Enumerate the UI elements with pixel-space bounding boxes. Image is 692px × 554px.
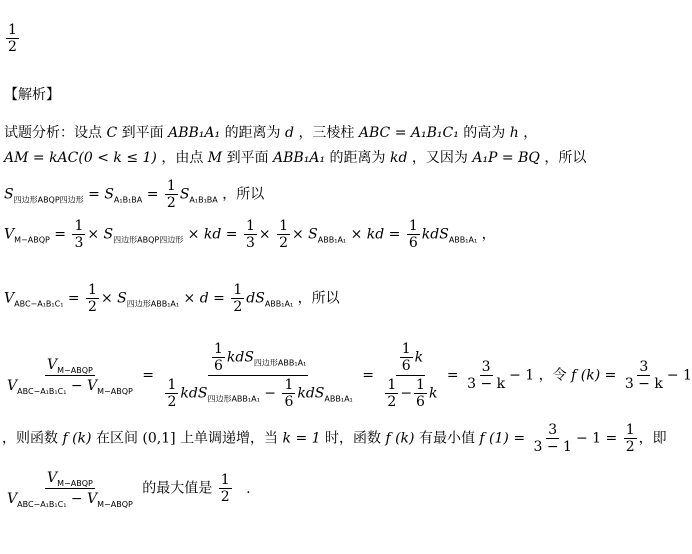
ratio-middle-fraction [161,340,354,411]
frac-num: 1 [416,377,425,393]
math-fraction [532,422,574,455]
math-var: V [47,470,58,486]
math-sub: ABC−A₁B₁C₁ [17,386,67,396]
text-span: ， [523,125,538,141]
analysis-label: 试题分析： [4,125,74,141]
frac-num [396,340,425,376]
math-sub: M−ABQP [14,235,50,245]
math-expr: dS [246,290,265,307]
frac-num: 1 [74,218,84,234]
math-fraction [231,282,244,315]
frac-den: 2 [88,299,97,315]
math-expr: × S [100,290,127,307]
frac-num: 1 [245,218,255,234]
analysis-header: 【解析】 [4,87,60,103]
text-span: 的高为 [463,125,506,141]
frac-den: 2 [387,394,397,410]
text-span: 到平面 [121,125,164,141]
math-var: S [179,186,190,203]
math-op: = [146,186,159,203]
math-var: V [4,226,15,243]
answer-numerator: 1 [8,22,17,38]
frac-den: 2 [167,394,177,410]
ratio-k-fraction [381,340,439,411]
math-fraction [86,282,99,315]
ratio-equation [2,340,692,411]
math-expr: − V [66,491,98,507]
math-op: − 1 = [575,430,618,447]
math-var: kd [389,150,408,166]
frac-num [45,468,95,489]
math-sub: M−ABQP [97,499,133,509]
math-sub: ABB₁A₁ [264,299,294,309]
math-fraction [244,218,257,251]
math-expr: f (1) = [479,430,526,447]
math-fraction [624,422,637,455]
math-expr: (0,1] [142,430,176,447]
math-op: . [246,480,251,497]
math-sub: 四边形ABQP四边形 [13,195,84,205]
math-expr: A₁P = BQ [472,150,540,166]
math-op: = [446,367,459,384]
frac-den: 6 [401,358,411,374]
math-var: M [207,150,223,166]
math-var: k [428,385,438,402]
math-expr: kdS [421,226,449,243]
math-op: × [258,226,271,243]
frac-num: 1 [279,218,288,234]
frac-num [208,340,308,376]
frac-num: 1 [408,218,418,234]
frac-num: 1 [167,377,177,393]
text-span: ，所以 [544,150,587,166]
math-var: V [4,290,15,307]
frac-den: 3 [74,235,84,251]
math-var: V [7,378,18,394]
text-span: 的最大值是 [142,480,213,497]
frac-num: 1 [88,282,97,298]
ratio-lhs-fraction [5,355,135,396]
text-span: 时，函数 [325,430,381,447]
math-sub: M−ABQP [97,386,133,396]
ratio-fraction [5,468,135,509]
frac-num: 1 [625,422,635,438]
math-expr: f (k) [385,430,415,447]
frac-num: 1 [213,341,223,357]
math-expr: × kd = [350,226,401,243]
frac-den: 3 − 1 [533,439,572,455]
analysis-line-4 [4,218,496,251]
math-op: = [54,226,66,243]
analysis-line-7 [2,422,667,455]
math-sub: M−ABQP [57,365,93,375]
math-sub: ABC−A₁B₁C₁ [14,299,64,309]
answer-denominator: 2 [8,39,17,55]
math-sub: ABB₁A₁ [324,394,353,404]
math-sub: 四边形ABB₁A₁ [207,394,260,404]
math-expr: f (k) [62,430,92,447]
math-sub: 四边形ABQP四边形 [113,235,184,245]
math-fraction [385,377,398,410]
text-span: 设点 [74,125,102,141]
text-span: 的距离为 [224,125,281,141]
math-expr: kdS [297,385,325,402]
math-plane: ABB₁A₁ [273,150,326,166]
frac-den: 6 [213,358,223,374]
math-sub: 四边形ABB₁A₁ [253,358,307,368]
frac-den: 6 [408,235,418,251]
math-op: = [362,367,374,384]
math-var: S [4,186,14,203]
frac-den: 3 − k [624,376,663,392]
text-span: ，三棱柱 [298,125,355,141]
math-expr: × S [292,226,318,243]
math-expr: − V [66,378,98,394]
frac-num: 3 [548,422,558,438]
analysis-line-8 [2,468,251,509]
math-fraction [623,359,665,392]
math-expr: × kd = [187,226,238,243]
math-var: h [509,125,519,141]
math-expr: = S [88,186,114,203]
math-fraction [165,178,178,211]
math-expr: × d = [183,290,225,307]
frac-den: 6 [284,394,294,410]
text-span: 上单调递增，当 [180,430,279,447]
frac-num: 1 [166,178,176,194]
math-sub: 四边形ABB₁A₁ [126,299,180,309]
math-sub: ABB₁A₁ [448,235,478,245]
math-fraction [400,341,413,374]
frac-den: 3 [245,235,255,251]
frac-num: 3 [481,359,491,375]
frac-den: 2 [233,299,243,315]
math-expr: kdS [226,349,254,366]
math-op: = [67,290,80,307]
frac-num: 1 [284,377,294,393]
analysis-line-3 [4,178,264,211]
answer-fraction [4,22,21,55]
text-span: 在区间 [95,430,138,447]
frac-num [45,355,95,376]
text-span: ， [481,226,496,243]
math-fraction [277,218,290,251]
frac-num: 1 [233,282,243,298]
text-span: ，所以 [297,290,340,307]
math-op: − [264,385,276,402]
frac-den: 3 − k [467,376,506,392]
math-op: − 1 [509,367,535,384]
frac-den: 2 [625,439,635,455]
frac-num: 1 [401,341,411,357]
math-expr: AM = kAC(0 < k ≤ 1) [4,150,157,166]
math-sub: A₁B₁BA [113,195,143,205]
math-fraction [465,359,507,392]
math-plane: ABB₁A₁ [168,125,221,141]
math-fraction [414,377,427,410]
text-span: ，所以 [222,186,265,203]
math-fraction [407,218,420,251]
frac-den: 2 [166,195,176,211]
math-var: V [47,357,58,373]
math-fraction [282,377,295,410]
text-span: ，即 [638,430,667,447]
math-sub: ABC−A₁B₁C₁ [17,499,67,509]
math-op: − [400,385,413,402]
math-var: k [414,349,424,366]
frac-num: 1 [387,377,397,393]
frac-den [5,376,135,396]
math-fraction [165,377,178,410]
math-var: d [285,125,294,141]
frac-den [161,376,354,411]
math-expr: ABC = A₁B₁C₁ [358,125,459,141]
math-var: V [7,491,18,507]
math-sub: ABB₁A₁ [317,235,347,245]
text-span: ，则函数 [2,430,58,447]
frac-den [5,489,135,509]
analysis-line-1 [4,124,537,142]
text-span: ，又因为 [411,150,468,166]
math-fraction [212,341,225,374]
math-sub: A₁B₁BA [189,195,218,205]
math-expr: f (k) = [571,367,617,384]
math-fraction [72,218,85,251]
text-span: 有最小值 [418,430,475,447]
math-expr: k = 1 [282,430,321,447]
math-fraction [219,472,232,505]
analysis-line-5 [4,282,340,315]
text-span: 的距离为 [329,150,386,166]
math-op: − 1 [666,367,692,384]
math-expr: kdS [180,385,208,402]
math-expr: × S [87,226,114,243]
math-op: = [142,367,155,384]
frac-den: 2 [220,489,230,505]
frac-den: 2 [279,235,288,251]
text-span: 到平面 [226,150,269,166]
frac-num: 1 [220,472,230,488]
frac-den [381,376,439,411]
math-var: C [106,125,118,141]
frac-num: 3 [639,359,649,375]
math-sub: M−ABQP [57,478,93,488]
frac-den: 6 [416,394,425,410]
analysis-line-2 [4,149,586,167]
text-span: ，由点 [161,150,204,166]
text-span: ，令 [538,367,567,384]
